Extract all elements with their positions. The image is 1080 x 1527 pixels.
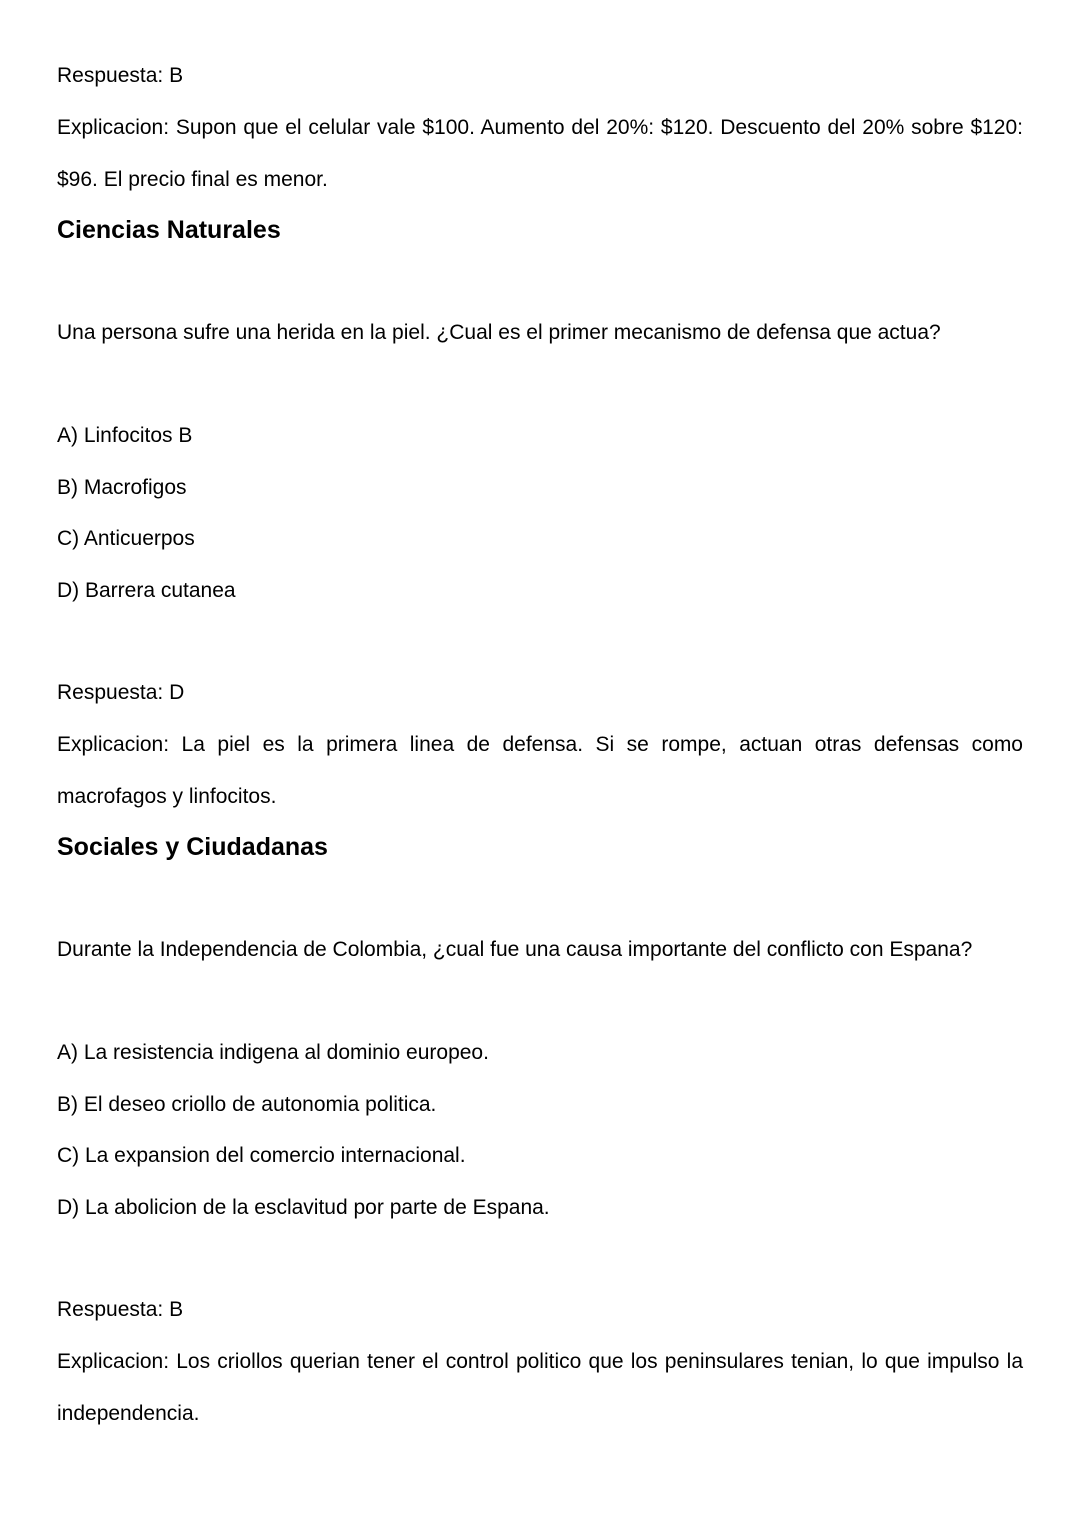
option-2-b: B) Macrofigos (57, 476, 187, 499)
section-heading-ciencias: Ciencias Naturales (57, 216, 281, 244)
explanation-2: Explicacion: La piel es la primera linea de defensa. Si se rompe, actuan otras defensas como macrofagos y linfocitos. (57, 733, 1023, 808)
option-3-b: B) El deseo criollo de autonomia politica. (57, 1093, 437, 1116)
question-3: Durante la Independencia de Colombia, ¿cual fue una causa importante del conflicto con Espana? (57, 938, 973, 961)
option-3-c: C) La expansion del comercio internacional. (57, 1144, 466, 1167)
option-2-c: C) Anticuerpos (57, 527, 195, 550)
answer-2: Respuesta: D (57, 681, 185, 704)
answer-1: Respuesta: B (57, 64, 184, 87)
explanation-1: Explicacion: Supon que el celular vale $100. Aumento del 20%: $120. Descuento del 20% sobre $120: $96. El precio final es menor. (57, 116, 1023, 191)
answer-3: Respuesta: B (57, 1298, 184, 1321)
option-2-d: D) Barrera cutanea (57, 579, 236, 602)
option-3-d: D) La abolicion de la esclavitud por parte de Espana. (57, 1196, 550, 1219)
option-3-a: A) La resistencia indigena al dominio europeo. (57, 1041, 489, 1064)
question-2: Una persona sufre una herida en la piel. ¿Cual es el primer mecanismo de defensa que actua? (57, 321, 941, 344)
explanation-3: Explicacion: Los criollos querian tener el control politico que los peninsulares tenian, lo que impulso la independencia. (57, 1350, 1023, 1425)
option-2-a: A) Linfocitos B (57, 424, 193, 447)
section-heading-sociales: Sociales y Ciudadanas (57, 833, 328, 861)
